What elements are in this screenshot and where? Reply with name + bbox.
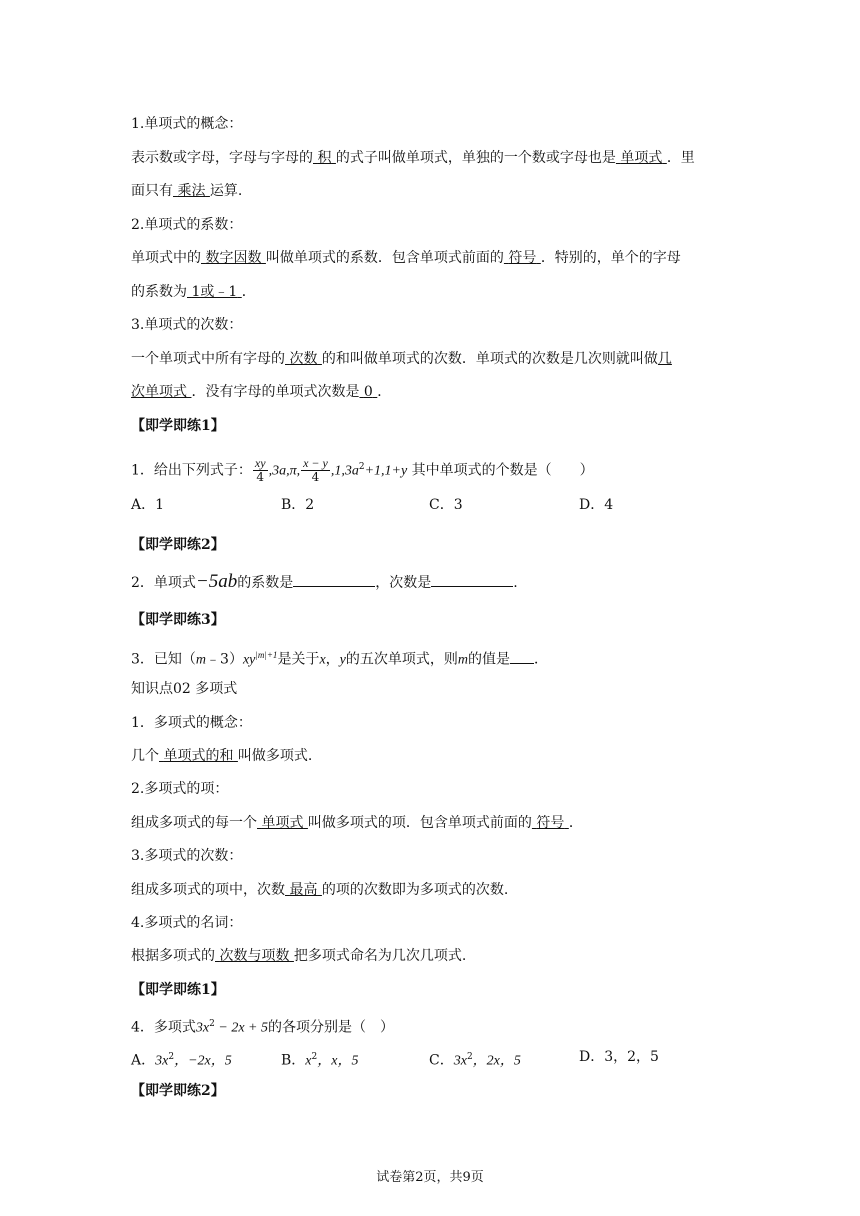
text: 的各项分别是（ ） [267, 1019, 394, 1036]
math-text: m [457, 652, 468, 668]
option-a[interactable] [131, 1047, 232, 1072]
question-4-options [131, 1047, 731, 1067]
text: 3.多项式的次数： [131, 848, 243, 864]
exponent: 2 [358, 462, 365, 472]
text: 单项式中的 [131, 250, 201, 266]
text: 3．已知（ [131, 651, 196, 668]
answer-underline [285, 351, 322, 367]
answer-text: 单项式的和 [163, 748, 234, 764]
answer-underline [359, 384, 377, 400]
text: 的和叫做单项式的次数．单项式的次数是几次则就叫做 [321, 351, 658, 367]
math-text: ，x，5 [317, 1053, 359, 1069]
answer-text: 单项式 [620, 150, 663, 166]
text: 根据多项式的 [131, 948, 215, 964]
text: 的值是 [468, 651, 510, 668]
practice-heading [131, 610, 225, 630]
text: 组成多项式的项中，次数 [131, 882, 285, 898]
math-expression: −5ab [195, 571, 238, 592]
text: 1．给出下列式子： [131, 462, 252, 479]
text: 几个 [131, 748, 159, 764]
exponent: 2 [311, 1052, 318, 1062]
math-text: 3x [195, 1020, 210, 1036]
answer-text: 次数 [289, 351, 318, 367]
answer-blank-coefficient[interactable] [293, 572, 375, 587]
exponent: 2 [168, 1052, 175, 1062]
practice-heading [131, 535, 225, 555]
numerator: xy [254, 456, 266, 471]
option-letter: B． [281, 1052, 306, 1069]
answer-text: 数字因数 [205, 250, 262, 266]
text: 2．单项式 [131, 575, 196, 591]
math-text: ,1,3a [330, 463, 359, 479]
answer-blank-degree[interactable] [431, 572, 513, 587]
section-title-monomial-coefficient [131, 215, 242, 235]
section-title-polynomial-concept [131, 713, 252, 733]
text: ﹣3） [206, 651, 243, 668]
math-text: xy [242, 652, 256, 668]
question-3 [131, 645, 548, 671]
knowledge-point-heading [131, 679, 237, 699]
answer-text: 次数与项数 [219, 948, 290, 964]
text: 的项的次数即为多项式的次数. [321, 882, 509, 898]
section-title-polynomial-name [131, 913, 242, 933]
text: 的五次单项式，则 [345, 651, 458, 668]
answer-underline [131, 384, 191, 400]
practice-heading [131, 1081, 225, 1101]
answer-text: 几 [657, 351, 672, 367]
denominator: 4 [311, 470, 320, 485]
section-title-monomial-concept [131, 114, 242, 134]
option-c[interactable]: C．3 [429, 497, 463, 513]
answer-underline [504, 250, 541, 266]
text: 3.单项式的次数： [131, 317, 243, 333]
option-letter: A． [131, 1052, 156, 1069]
text: 的式子叫做单项式，单独的一个数或字母也是 [335, 150, 616, 166]
option-d[interactable]: D．3，2，5 [579, 1049, 659, 1065]
text: 把多项式命名为几次几项式. [293, 948, 467, 964]
answer-underline [285, 882, 322, 898]
answer-text: 符号 [508, 250, 537, 266]
text: ． [377, 384, 392, 400]
paragraph [131, 148, 695, 168]
text: 2.单项式的系数： [131, 217, 243, 233]
answer-text: 单项式 [261, 815, 304, 831]
answer-underline [201, 250, 266, 266]
exponent: 2 [209, 1019, 215, 1029]
text: 1．多项式的概念： [131, 715, 252, 731]
practice-heading [131, 980, 225, 1000]
fraction [253, 457, 268, 484]
text: 面只有 [131, 183, 173, 199]
math-text: x [319, 652, 326, 668]
math-text: − 2x + 5 [214, 1020, 268, 1036]
text: ．没有字母的单项式次数是 [191, 384, 360, 400]
answer-text: 0 [363, 384, 373, 400]
answer-underline [159, 748, 238, 764]
question-1 [131, 454, 594, 485]
paragraph [131, 813, 583, 833]
section-title-polynomial-degree [131, 846, 242, 866]
text: 4.多项式的名词： [131, 915, 243, 931]
text: 的系数为 [131, 284, 187, 300]
text: 的系数是 [237, 575, 294, 591]
text: 【即学即练2】 [131, 537, 225, 553]
exponent: 2 [466, 1052, 473, 1062]
text: 叫做多项式的项．包含单项式前面的 [307, 815, 532, 831]
option-d[interactable]: D．4 [579, 497, 614, 513]
answer-underline [215, 948, 294, 964]
text: 组成多项式的每一个 [131, 815, 257, 831]
paragraph [131, 746, 312, 766]
math-text: y [339, 652, 346, 668]
text: 【即学即练2】 [131, 1083, 225, 1099]
text: . [513, 575, 518, 591]
paragraph [131, 880, 508, 900]
text: 4．多项式 [131, 1019, 196, 1036]
fraction [301, 457, 330, 484]
paragraph [131, 946, 466, 966]
text: ，次数是 [375, 575, 432, 591]
option-a[interactable]: A．1 [131, 497, 165, 513]
paragraph [131, 382, 391, 402]
numerator: x − y [303, 456, 328, 471]
option-c[interactable] [429, 1047, 521, 1072]
text: 一个单项式中所有字母的 [131, 351, 285, 367]
text: ， [325, 651, 340, 668]
answer-underline [313, 150, 336, 166]
text: 叫做多项式. [237, 748, 313, 764]
question-1-options [131, 495, 731, 515]
text: 叫做单项式的系数．包含单项式前面的 [265, 250, 504, 266]
text: 2.多项式的项： [131, 781, 229, 797]
text: 运算. [209, 183, 243, 199]
text: 【即学即练1】 [131, 418, 225, 434]
text: 是关于 [277, 651, 320, 668]
math-text: +1,1+y [364, 463, 408, 479]
answer-blank-m[interactable] [510, 649, 534, 664]
math-text: m [195, 652, 207, 668]
text: ． [534, 651, 548, 668]
answer-text: 最高 [289, 882, 318, 898]
answer-underline [257, 815, 308, 831]
paragraph [131, 248, 681, 268]
text: 【即学即练1】 [131, 982, 225, 998]
option-b[interactable] [281, 1047, 358, 1072]
paragraph [131, 181, 242, 201]
answer-underline [532, 815, 569, 831]
math-text: 3x [453, 1053, 467, 1069]
text: ．特别的，单个的字母 [540, 250, 681, 266]
text: 1.单项式的概念： [131, 116, 243, 132]
section-title-polynomial-term [131, 779, 228, 799]
text: ．里 [666, 150, 695, 166]
practice-heading [131, 416, 225, 436]
answer-text: 1或﹣1 [191, 284, 238, 300]
math-text: ,3a,π, [268, 463, 301, 479]
text: 【即学即练3】 [131, 612, 225, 628]
text: 表示数或字母，字母与字母的 [131, 150, 313, 166]
text: ． [241, 284, 256, 300]
exponent: |m|+1 [255, 650, 278, 660]
page-footer: 试卷第2页，共9页 [376, 1170, 484, 1185]
answer-text: 符号 [536, 815, 565, 831]
denominator: 4 [256, 470, 265, 485]
question-4 [131, 1014, 394, 1039]
answer-text: 积 [317, 150, 332, 166]
answer-underline [187, 284, 242, 300]
option-b[interactable]: B．2 [281, 497, 315, 513]
paragraph [131, 349, 672, 369]
text: ． [568, 815, 583, 831]
question-2 [131, 570, 518, 595]
text: 其中单项式的个数是（ ） [411, 462, 594, 479]
answer-text: 乘法 [177, 183, 206, 199]
answer-underline [173, 183, 210, 199]
section-title-monomial-degree [131, 315, 242, 335]
answer-text: 次单项式 [131, 384, 187, 400]
math-text: ，−2x，5 [174, 1053, 232, 1069]
option-letter: C． [429, 1052, 454, 1069]
paragraph [131, 282, 256, 302]
answer-underline [616, 150, 667, 166]
math-text: ，2x，5 [472, 1053, 521, 1069]
math-text: x [305, 1053, 312, 1069]
text: 知识点02 多项式 [131, 681, 238, 697]
answer-underline [658, 351, 672, 367]
math-text: 3x [155, 1053, 169, 1069]
